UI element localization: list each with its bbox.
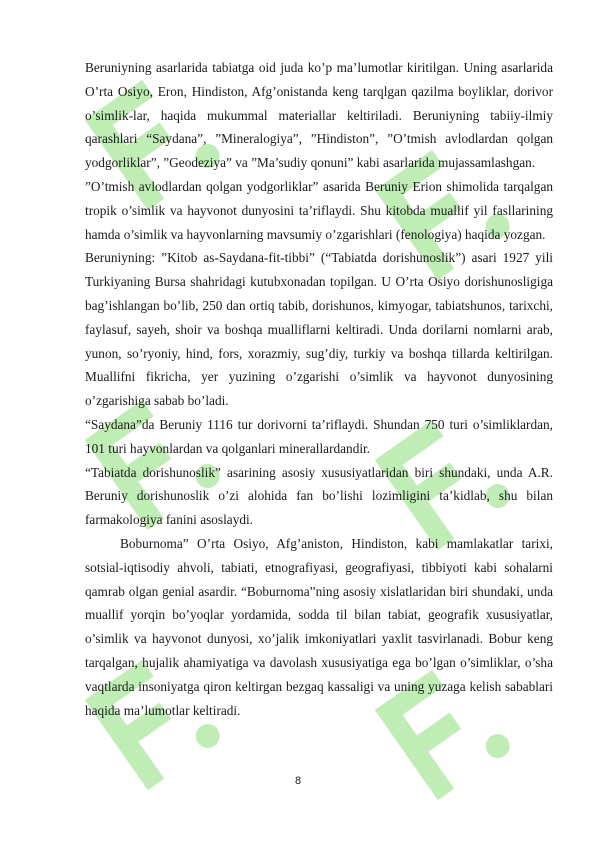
page-number: 8 [294,775,302,787]
paragraph-saydana-count: “Saydana”da Beruniy 1116 tur dorivorni ta’riflaydi. Shundan 750 turi o’simliklardan, 101 turi hayvonlardan va qolganlari minerallardandir. [85,416,553,456]
paragraph-past-generations: ”O’tmish avlodlardan qolgan yodgorliklar” asarida Beruniy Erion shimolida tarqalgan tropik o’simlik va hayvonot dunyosini ta’riflaydi. Shu kitobda muallif yil fasllarining hamda o’simlik va hayvonlarning mavsumiy o’zgarishlari (fenologiya) haqida yozgan. [85,178,553,242]
paragraph-pharmacology: “Tabiatda dorishunoslik” asarining asosiy xususiyatlaridan biri shundaki, unda A.R. Beruniy dorishunoslik o’zi alohida fan bo’lishi lozimligini ta’kidlab, shu bilan farmakologiya fanini asoslaydi. [85,464,553,528]
paragraph-saydana-book: Beruniyning: ”Kitob as-Saydana-fit-tibbi” (“Tabiatda dorishunoslik”) asari 1927 yili Turkiyaning Bursa shahridagi kutubxonadan topilgan. U O’rta Osiyo dorishunosligiga bag’ishlangan bo’lib, 250 dan ortiq tabib, dorishunos, kimyogar, tabiatshunos, tarixchi, faylasuf, sayeh, shoir va boshqa mualliflarni keltiradi. Unda dorilarni nomlarni arab, yunon, so’ryoniy, hind, fors, xorazmiy, sug’diy, turkiy va boshqa tillarda keltirilgan. Muallifni fikricha, yer yuzining o’zgarishi o’simlik va hayvonot dunyosining o’zgarishiga sabab bo’ladi. [85,250,553,409]
paragraph-biruni-works: Beruniyning asarlarida tabiatga oid juda ko’p ma’lumotlar kiritilgan. Uning asarlarida O’rta Osiyo, Eron, Hindiston, Afg’onistanda keng tarqlgan qazilma boyliklar, dorivor o’simlik-lar, haqida mukummal materiallar keltiriladi. Beruniyning tabiiy-ilmiy qarashlari “Saydana”, ”Mineralogiya”, ”Hindiston”, ”O’tmish avlodlardan qolgan yodgorliklar”, ”Geodeziya” va ”Ma’sudiy qonuni” kabi asarlarida mujassamlashgan. [85,60,553,171]
document-body [85,56,553,722]
paragraph-boburnoma: Boburnoma” O’rta Osiyo, Afg’aniston, Hindiston, kabi mamlakatlar tarixi, sotsial-iqtisodiy ahvoli, tabiati, etnografiyasi, geografiyasi, tibbiyoti kabi sohalarni qamrab olgan genial asardir. “Boburnoma”ning asosiy xislatlaridan biri shundaki, unda muallif yorqin bo’yoqlar yordamida, sodda til bilan tabiat, geografik xususiyatlar, o’simlik va hayvonot dunyosi, xo’jalik imkoniyatlari yaxlit tasvirlanadi. Bobur keng tarqalgan, hujalik ahamiyatiga va davolash xususiyatiga ega bo’lgan o’simliklar, o’sha vaqtlarda insoniyatga qiron keltirgan bezgaq kassaligi va uning yuzaga kelish sabablari haqida ma’lumotlar keltiradi. [85,535,553,718]
